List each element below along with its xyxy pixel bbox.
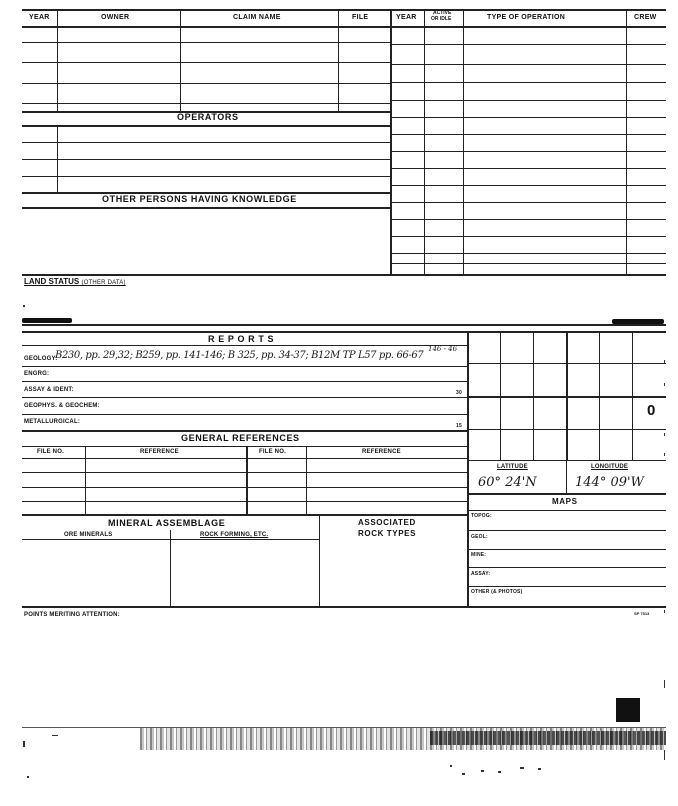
geology-value: B230, pp. 29,32; B259, pp. 141-146; B 325, pp. 34-37; B12M TP L57 pp. 66-67 — [55, 350, 424, 361]
col-active-header-1: ACTIVE — [433, 10, 452, 16]
ore-minerals-header: ORE MINERALS — [64, 532, 113, 538]
col-claim-name-header: CLAIM NAME — [233, 14, 281, 21]
assay-ident-label: ASSAY & IDENT: — [24, 387, 74, 393]
grid-marker: 0 — [647, 402, 656, 419]
longitude-value: 144° 09'W — [575, 475, 644, 490]
col-file-header: FILE — [352, 14, 369, 21]
geophys-label: GEOPHYS. & GEOCHEM: — [24, 403, 100, 409]
geology-note: 146 - 46 — [428, 345, 458, 353]
bottom-scan-dark — [430, 731, 666, 745]
mineral-assemblage-title: MINERAL ASSEMBLAGE — [108, 518, 226, 528]
mine-label: MINE: — [471, 552, 487, 558]
col-crew-header: CREW — [634, 14, 657, 21]
reference-header-2: REFERENCE — [362, 449, 401, 455]
metallurgical-number: 15 — [456, 423, 462, 429]
geol-label: GEOL: — [471, 534, 488, 540]
engrg-label: ENGRG: — [24, 371, 50, 377]
form-number: SP 7513 — [634, 611, 650, 616]
land-status-sub: (OTHER DATA) — [81, 280, 126, 286]
rock-forming-header: ROCK FORMING, ETC. — [200, 532, 269, 538]
latitude-value: 60° 24'N — [478, 475, 537, 490]
land-status-label — [24, 278, 126, 286]
col-year2-header: YEAR — [396, 14, 417, 21]
col-active-header-2: OR IDLE — [431, 16, 452, 22]
points-meriting-attention: POINTS MERITING ATTENTION: — [24, 612, 120, 618]
assay-ident-number: 30 — [456, 390, 462, 396]
associated-rock-types-2: ROCK TYPES — [358, 529, 417, 538]
col-operation-header: TYPE OF OPERATION — [487, 14, 566, 21]
reference-header-1: REFERENCE — [140, 449, 179, 455]
col-owner-header: OWNER — [101, 14, 130, 21]
col-year-header: YEAR — [29, 14, 50, 21]
longitude-label: LONGITUDE — [591, 464, 629, 470]
topog-label: TOPOG: — [471, 513, 492, 519]
metallurgical-label: METALLURGICAL: — [24, 419, 81, 425]
associated-rock-types-1: ASSOCIATED — [358, 518, 416, 527]
general-references-title: GENERAL REFERENCES — [181, 433, 300, 443]
latitude-label: LATITUDE — [497, 464, 528, 470]
assay-map-label: ASSAY: — [471, 571, 491, 577]
file-no-header-1: FILE NO. — [37, 449, 64, 455]
operators-heading: OPERATORS — [177, 112, 239, 122]
land-status-main: LAND STATUS — [24, 277, 80, 286]
reports-title: R E P O R T S — [208, 334, 275, 344]
other-persons-heading: OTHER PERSONS HAVING KNOWLEDGE — [102, 194, 297, 204]
maps-title: MAPS — [552, 497, 578, 506]
file-no-header-2: FILE NO. — [259, 449, 286, 455]
other-photos-label: OTHER (& PHOTOS) — [471, 589, 523, 595]
geology-label: GEOLOGY: — [24, 356, 58, 362]
